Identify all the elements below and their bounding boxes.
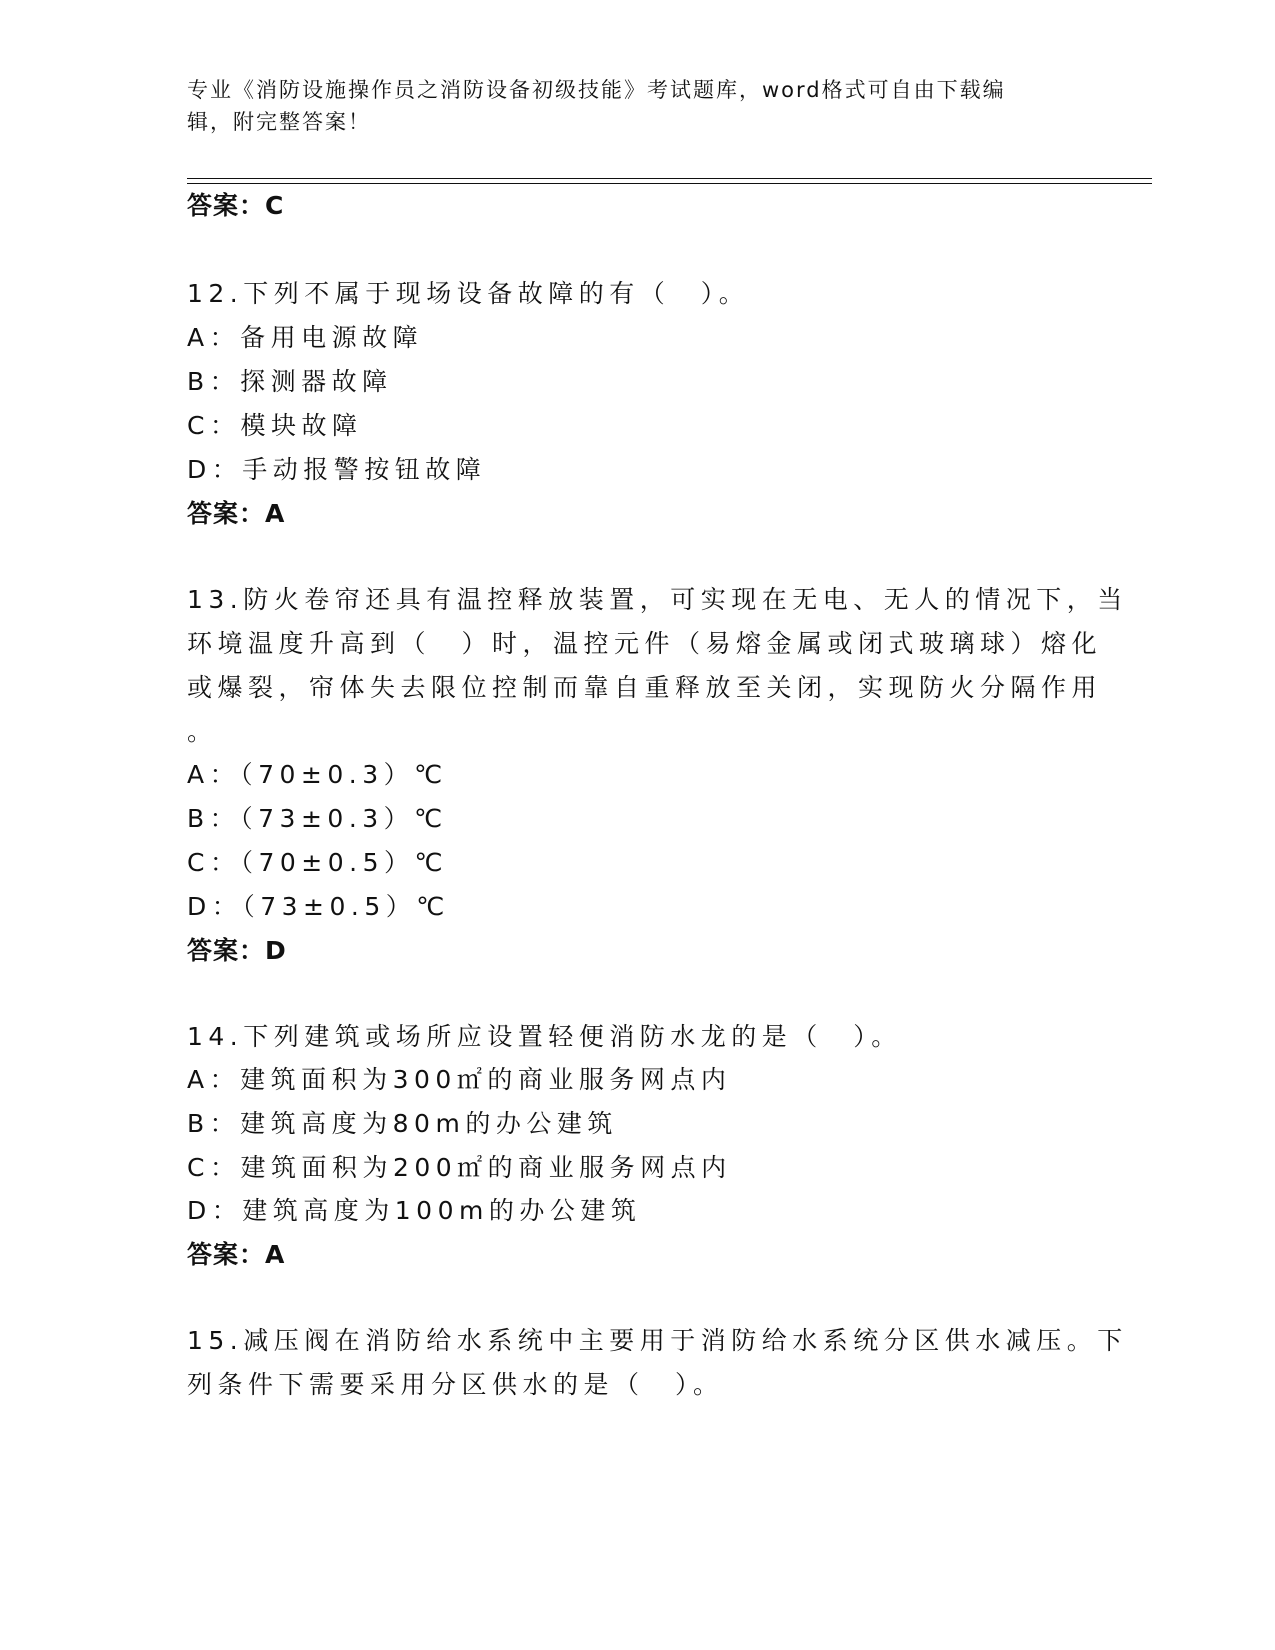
question-13-option-a: A：（70±0.3）℃: [187, 760, 448, 789]
question-13-text-line-1: 13.防火卷帘还具有温控释放装置，可实现在无电、无人的情况下，当: [187, 585, 1128, 614]
answer-q12: 答案：A: [187, 499, 286, 528]
page-header: [187, 74, 1067, 138]
question-13-text-line-4: 。: [187, 717, 218, 746]
question-12-option-b: B：探测器故障: [187, 367, 393, 396]
question-14-option-b: B：建筑高度为80m的办公建筑: [187, 1109, 618, 1138]
question-14-option-c: C：建筑面积为200㎡的商业服务网点内: [187, 1153, 732, 1182]
question-12-option-d: D：手动报警按钮故障: [187, 455, 487, 484]
answer-q11: 答案：C: [187, 191, 285, 220]
question-13-text-line-2: 环境温度升高到（ ）时，温控元件（易熔金属或闭式玻璃球）熔化: [187, 629, 1103, 658]
question-13-option-d: D：（73±0.5）℃: [187, 892, 450, 921]
answer-q13: 答案：D: [187, 936, 287, 965]
question-15-text-line-1: 15.减压阀在消防给水系统中主要用于消防给水系统分区供水减压。下: [187, 1326, 1128, 1355]
question-13-text-line-3: 或爆裂，帘体失去限位控制而靠自重释放至关闭，实现防火分隔作用: [187, 673, 1103, 702]
header-divider-bottom: [187, 183, 1152, 184]
header-line-2: 辑，附完整答案！: [187, 110, 371, 134]
answer-q14: 答案：A: [187, 1240, 286, 1269]
header-divider-top: [187, 178, 1152, 179]
question-13-option-c: C：（70±0.5）℃: [187, 848, 449, 877]
header-line-1: 专业《消防设施操作员之消防设备初级技能》考试题库，word格式可自由下载编: [187, 78, 1006, 102]
question-12-option-a: A：备用电源故障: [187, 323, 424, 352]
question-12-option-c: C：模块故障: [187, 411, 363, 440]
question-12-text: 12.下列不属于现场设备故障的有（ ）。: [187, 279, 750, 308]
question-14-option-d: D：建筑高度为100m的办公建筑: [187, 1196, 642, 1225]
question-15-text-line-2: 列条件下需要采用分区供水的是（ ）。: [187, 1370, 724, 1399]
question-14-option-a: A：建筑面积为300㎡的商业服务网点内: [187, 1065, 732, 1094]
question-13-option-b: B：（73±0.3）℃: [187, 804, 448, 833]
question-14-text: 14.下列建筑或场所应设置轻便消防水龙的是（ ）。: [187, 1022, 902, 1051]
